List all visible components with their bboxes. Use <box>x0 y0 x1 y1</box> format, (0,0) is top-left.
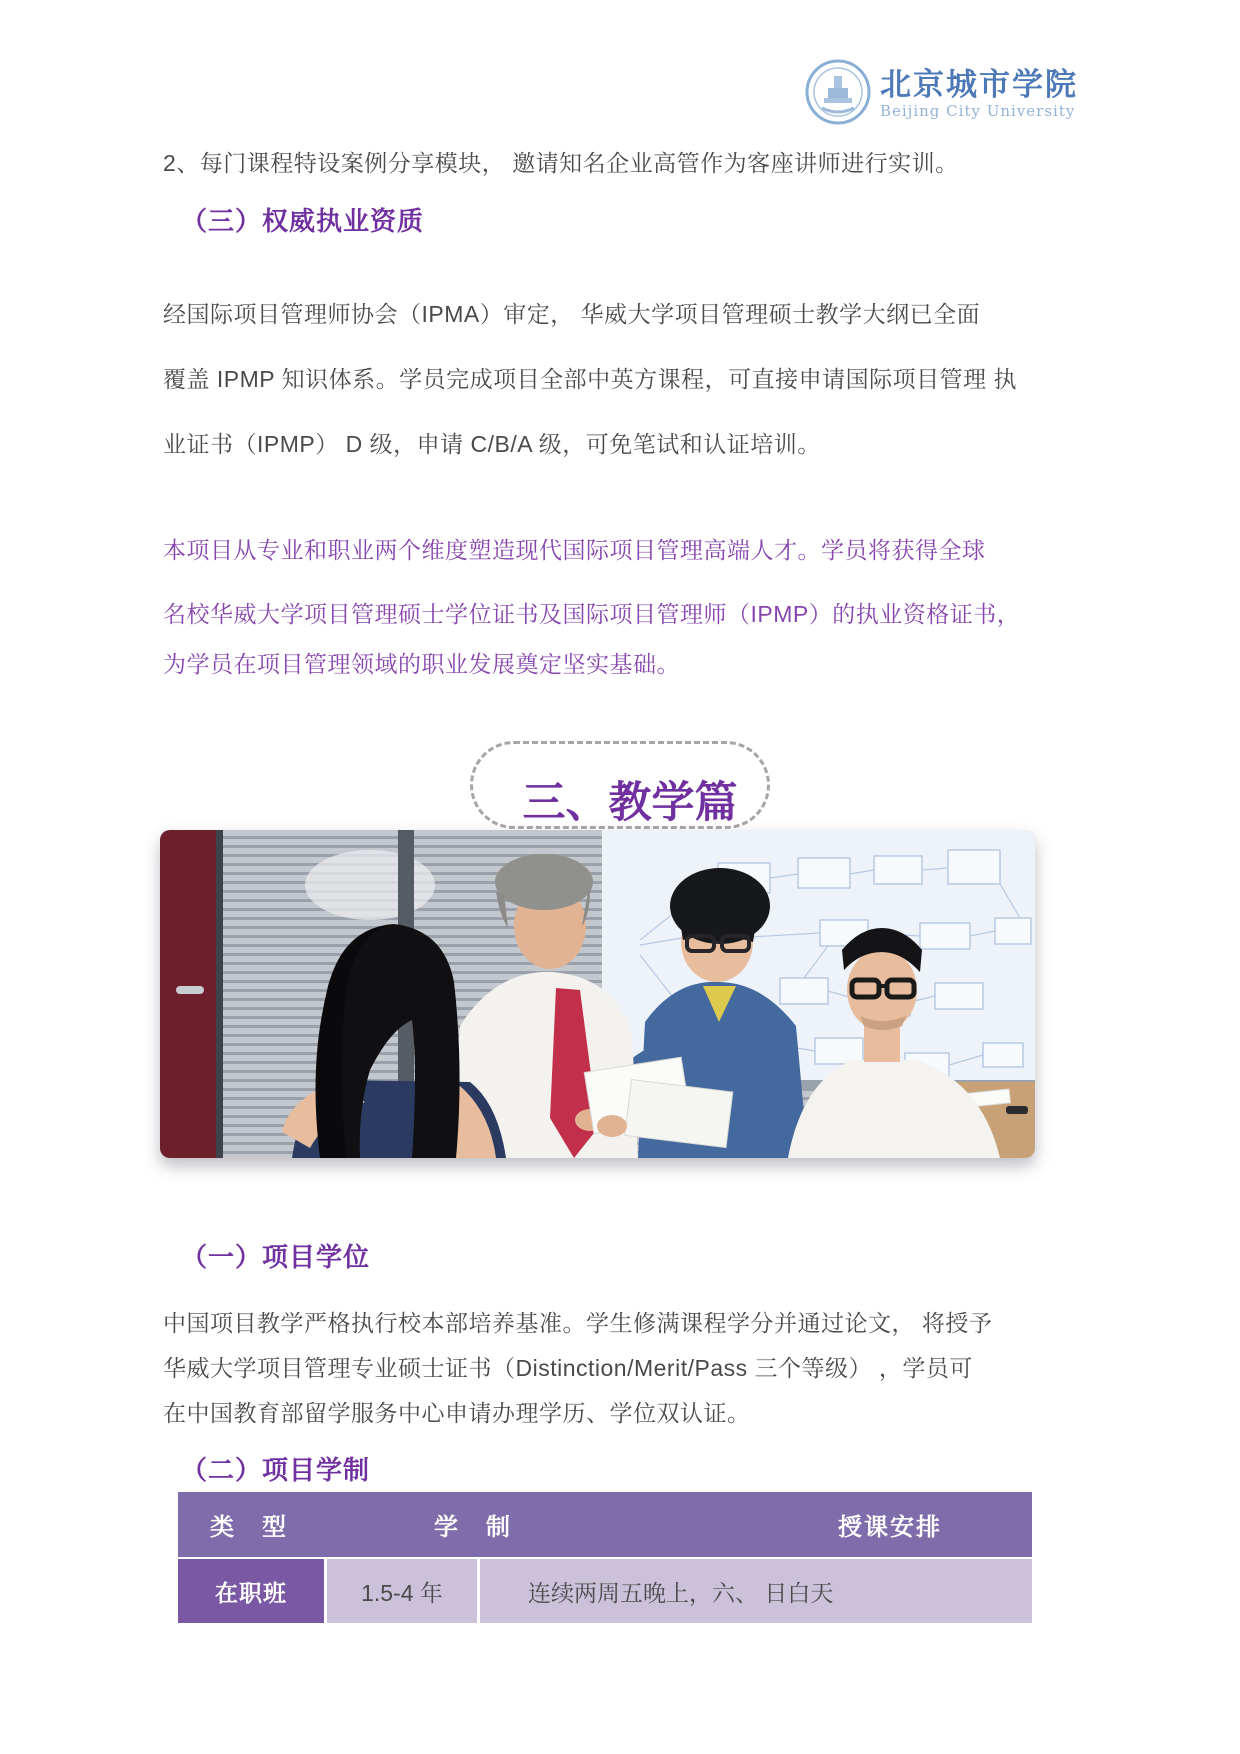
highlight-line: 为学员在项目管理领域的职业发展奠定坚实基础。 <box>163 651 680 677</box>
paragraph-line: 覆盖 IPMP 知识体系。学员完成项目全部中英方课程，可直接申请国际项目管理 执 <box>163 366 1017 392</box>
paragraph-line: 中国项目教学严格执行校本部培养基准。学生修满课程学分并通过论文， 将授予 <box>163 1310 993 1336</box>
university-logo <box>804 58 1078 131</box>
paragraph-line: 业证书（IPMP） D 级，申请 C/B/A 级，可免笔试和认证培训。 <box>163 431 821 457</box>
cell-arrangement: 连续两周五晚上，六、 日白天 <box>480 1559 1032 1623</box>
paragraph-line: 华威大学项目管理专业硕士证书（Distinction/Merit/Pass 三个等级） ，学员可 <box>163 1355 973 1381</box>
cell-duration: 1.5-4 年 <box>327 1559 477 1623</box>
logo-name-en: Beijing City University <box>880 101 1076 120</box>
table-row <box>178 1559 1032 1623</box>
classroom-photo <box>160 830 1035 1158</box>
logo-name-cn: 北京城市学院 <box>880 67 1078 104</box>
header-type: 类 型 <box>210 1514 288 1541</box>
header-duration: 学 制 <box>434 1514 512 1541</box>
section-degree-heading: （一）项目学位 <box>181 1242 371 1272</box>
schedule-table-header <box>178 1492 1032 1557</box>
chapter-badge-title: 三、教学篇 <box>522 778 738 827</box>
header-arrangement: 授课安排 <box>838 1514 942 1541</box>
intro-line: 2、每门课程特设案例分享模块， 邀请知名企业高管作为客座讲师进行实训。 <box>163 150 959 176</box>
section-qualification-heading: （三）权威执业资质 <box>181 206 425 236</box>
highlight-line: 本项目从专业和职业两个维度塑造现代国际项目管理高端人才。学员将获得全球 <box>163 537 986 563</box>
chapter-badge <box>470 741 770 829</box>
schedule-table <box>178 1492 1032 1623</box>
paragraph-line: 在中国教育部留学服务中心申请办理学历、学位双认证。 <box>163 1400 751 1426</box>
section-duration-heading: （二）项目学制 <box>181 1455 371 1485</box>
university-seal-icon <box>804 58 872 131</box>
paragraph-line: 经国际项目管理师协会（IPMA）审定， 华威大学项目管理硕士教学大纲已全面 <box>163 301 981 327</box>
cell-type: 在职班 <box>178 1559 324 1623</box>
highlight-line: 名校华威大学项目管理硕士学位证书及国际项目管理师（IPMP）的执业资格证书， <box>163 601 1021 627</box>
